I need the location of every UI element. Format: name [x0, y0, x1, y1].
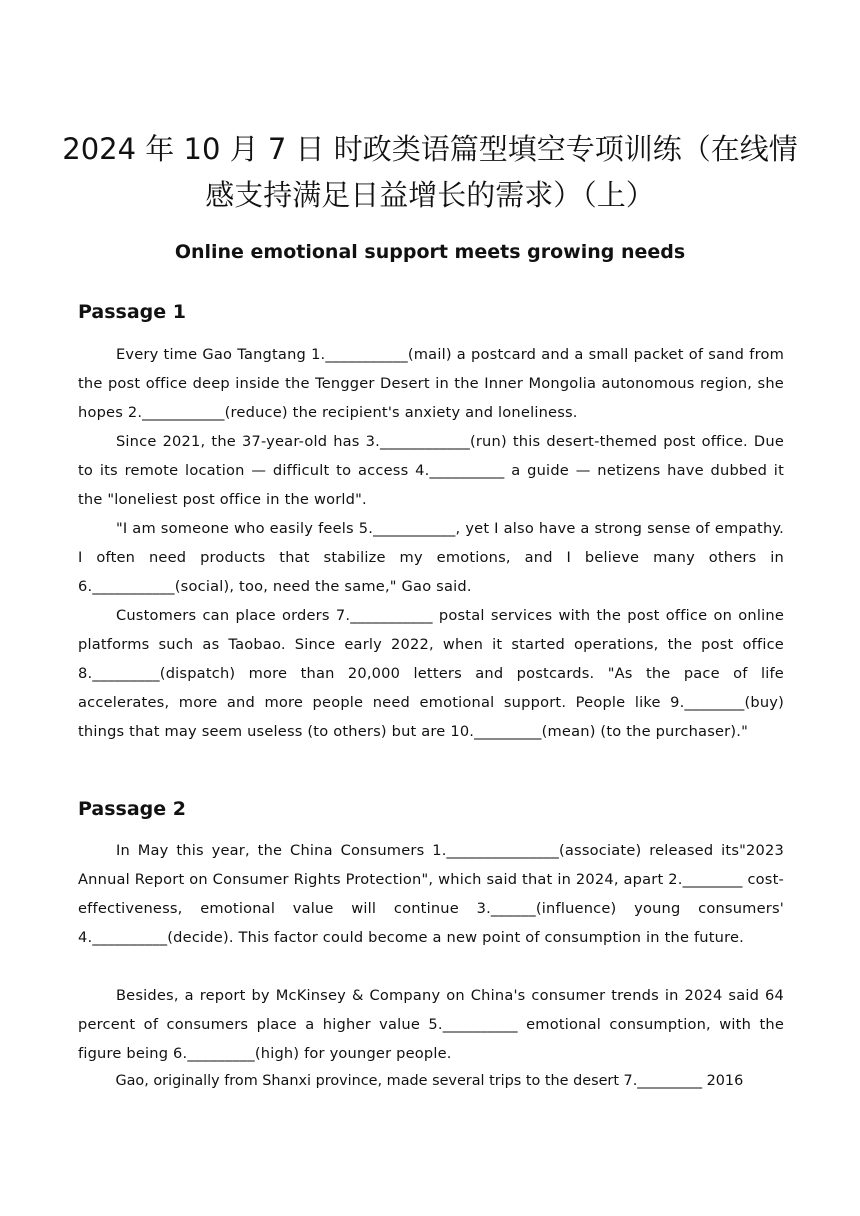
- passage-1-paragraph-3: "I am someone who easily feels 5.___________, yet I also have a strong sense of empathy. I often need products that stabilize my emotions, and I believe many others in 6.___________(social), too, need the same," Gao said.: [78, 520, 784, 595]
- passage-1-paragraph-4: Customers can place orders 7.___________ postal services with the post office on online platforms such as Taobao. Since early 2022, when it started operations, the post office 8._________(dispatch) more than 20,000 letters and postcards. "As the pace of life accelerates, more and more people need emotional support. People like 9.________(buy) things that may seem useless (to others) but are 10._________(mean) (to the purchaser).": [78, 607, 784, 740]
- passage-2-paragraph-3: Gao, originally from Shanxi province, made several trips to the desert 7._________ 2016: [115, 1073, 744, 1089]
- passage-1-heading: Passage 1: [78, 301, 186, 323]
- passage-2-paragraph-2: Besides, a report by McKinsey & Company on China's consumer trends in 2024 said 64 percent of consumers place a higher value 5.__________ emotional consumption, with the figure being 6._________(high) for younger people.: [78, 987, 784, 1062]
- passage-1-paragraph-2: Since 2021, the 37-year-old has 3.____________(run) this desert-themed post office. Due to its remote location — difficult to access 4.__________ a guide — netizens have dubbed it the "loneliest post office in the world".: [78, 433, 784, 508]
- document-subtitle: Online emotional support meets growing needs: [174, 241, 686, 263]
- passage-2-heading: Passage 2: [78, 798, 186, 820]
- passage-2-paragraph-1: In May this year, the China Consumers 1._______________(associate) released its"2023 Annual Report on Consumer Rights Protection", which said that in 2024, apart 2.________ cost-effectiveness, emotional value will continue 3.______(influence) young consumers' 4.__________(decide). This factor could become a new point of consumption in the future.: [78, 842, 784, 946]
- document-title: 2024 年 10 月 7 日 时政类语篇型填空专项训练（在线情感支持满足日益增长的需求）（上）: [62, 132, 798, 212]
- passage-1-paragraph-1: Every time Gao Tangtang 1.___________(mail) a postcard and a small packet of sand from the post office deep inside the Tengger Desert in the Inner Mongolia autonomous region, she hopes 2.___________(reduce) the recipient's anxiety and loneliness.: [78, 346, 784, 421]
